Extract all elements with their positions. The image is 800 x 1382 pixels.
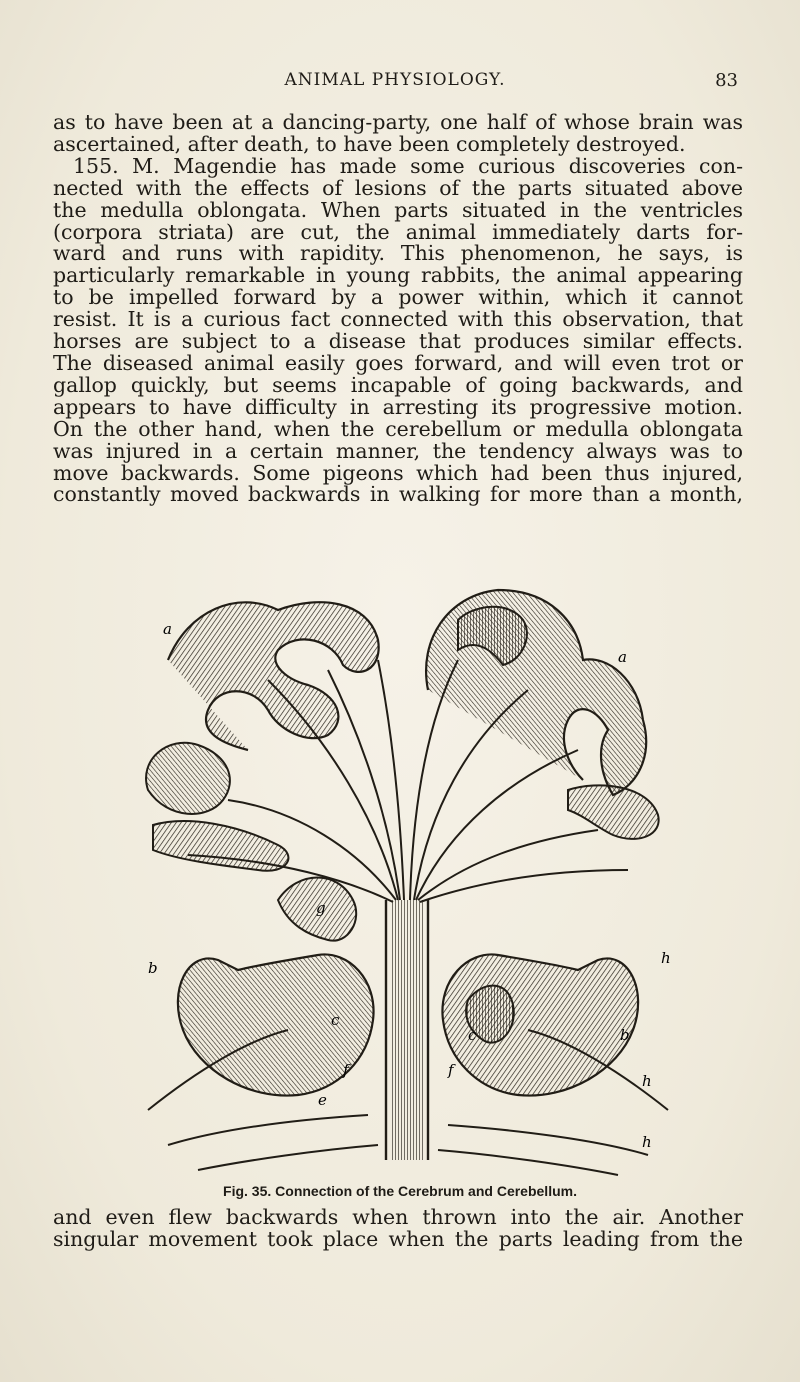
figure-label-c-left: c [331, 1011, 340, 1029]
running-head: ANIMAL PHYSIOLOGY. [284, 70, 506, 90]
figure-label-b-left: b [148, 959, 158, 977]
cerebrum-cerebellum-engraving [128, 570, 688, 1182]
text-line: resist. It is a curious fact connected with this observation, that [53, 307, 743, 332]
page-header [52, 70, 738, 98]
figure-label-a-left: a [163, 620, 172, 638]
figure-label-c-right: c [468, 1026, 477, 1044]
figure-label-f-left: f [343, 1061, 349, 1079]
text-line: horses are subject to a disease that produces similar effects. [53, 329, 743, 354]
text-line: On the other hand, when the cerebellum or medulla oblongata [53, 416, 743, 441]
figure-label-e: e [318, 1091, 327, 1109]
figure-label-h-3: h [642, 1133, 652, 1151]
text-line: gallop quickly, but seems incapable of going backwards, and [53, 372, 743, 397]
text-line: nected with the effects of lesions of the parts situated above [53, 175, 743, 200]
text-line: 155. M. Magendie has made some curious discoveries con- [73, 153, 743, 178]
figure-caption: Fig. 35. Connection of the Cerebrum and Cerebellum. [223, 1183, 577, 1199]
text-line: and even flew backwards when thrown into the air. Another [53, 1205, 743, 1229]
text-line: singular movement took place when the parts leading from the [53, 1226, 743, 1251]
text-line: constantly moved backwards in walking for more than a month, [53, 482, 743, 507]
figure-label-h-1: h [661, 949, 671, 967]
text-line: ward and runs with rapidity. This phenomenon, he says, is [53, 241, 743, 266]
figure-label-f-right: f [448, 1061, 454, 1079]
text-line: (corpora striata) are cut, the animal immediately darts for- [53, 219, 743, 244]
body-text-top [53, 112, 743, 506]
text-line: move backwards. Some pigeons which had been thus injured, [53, 460, 743, 485]
brain-illustration [128, 570, 688, 1182]
text-line: appears to have difficulty in arresting its progressive motion. [53, 394, 743, 419]
text-line: the medulla oblongata. When parts situated in the ventricles [53, 197, 743, 222]
text-line: The diseased animal easily goes forward, and will even trot or [53, 350, 743, 375]
figure-label-h-2: h [642, 1072, 652, 1090]
text-line: to be impelled forward by a power within, which it cannot [53, 285, 743, 310]
figure-label-g: g [316, 899, 326, 917]
figure-label-b-right: b [620, 1026, 630, 1044]
page-number: 83 [715, 70, 738, 91]
figure-label-a-right: a [618, 648, 627, 666]
text-line: was injured in a certain manner, the tendency always was to [53, 438, 743, 463]
text-line: ascertained, after death, to have been completely destroyed. [53, 131, 686, 156]
body-text-bottom [53, 1207, 743, 1251]
text-line: particularly remarkable in young rabbits, the animal appearing [53, 263, 743, 288]
text-line: as to have been at a dancing-party, one half of whose brain was [53, 110, 743, 134]
